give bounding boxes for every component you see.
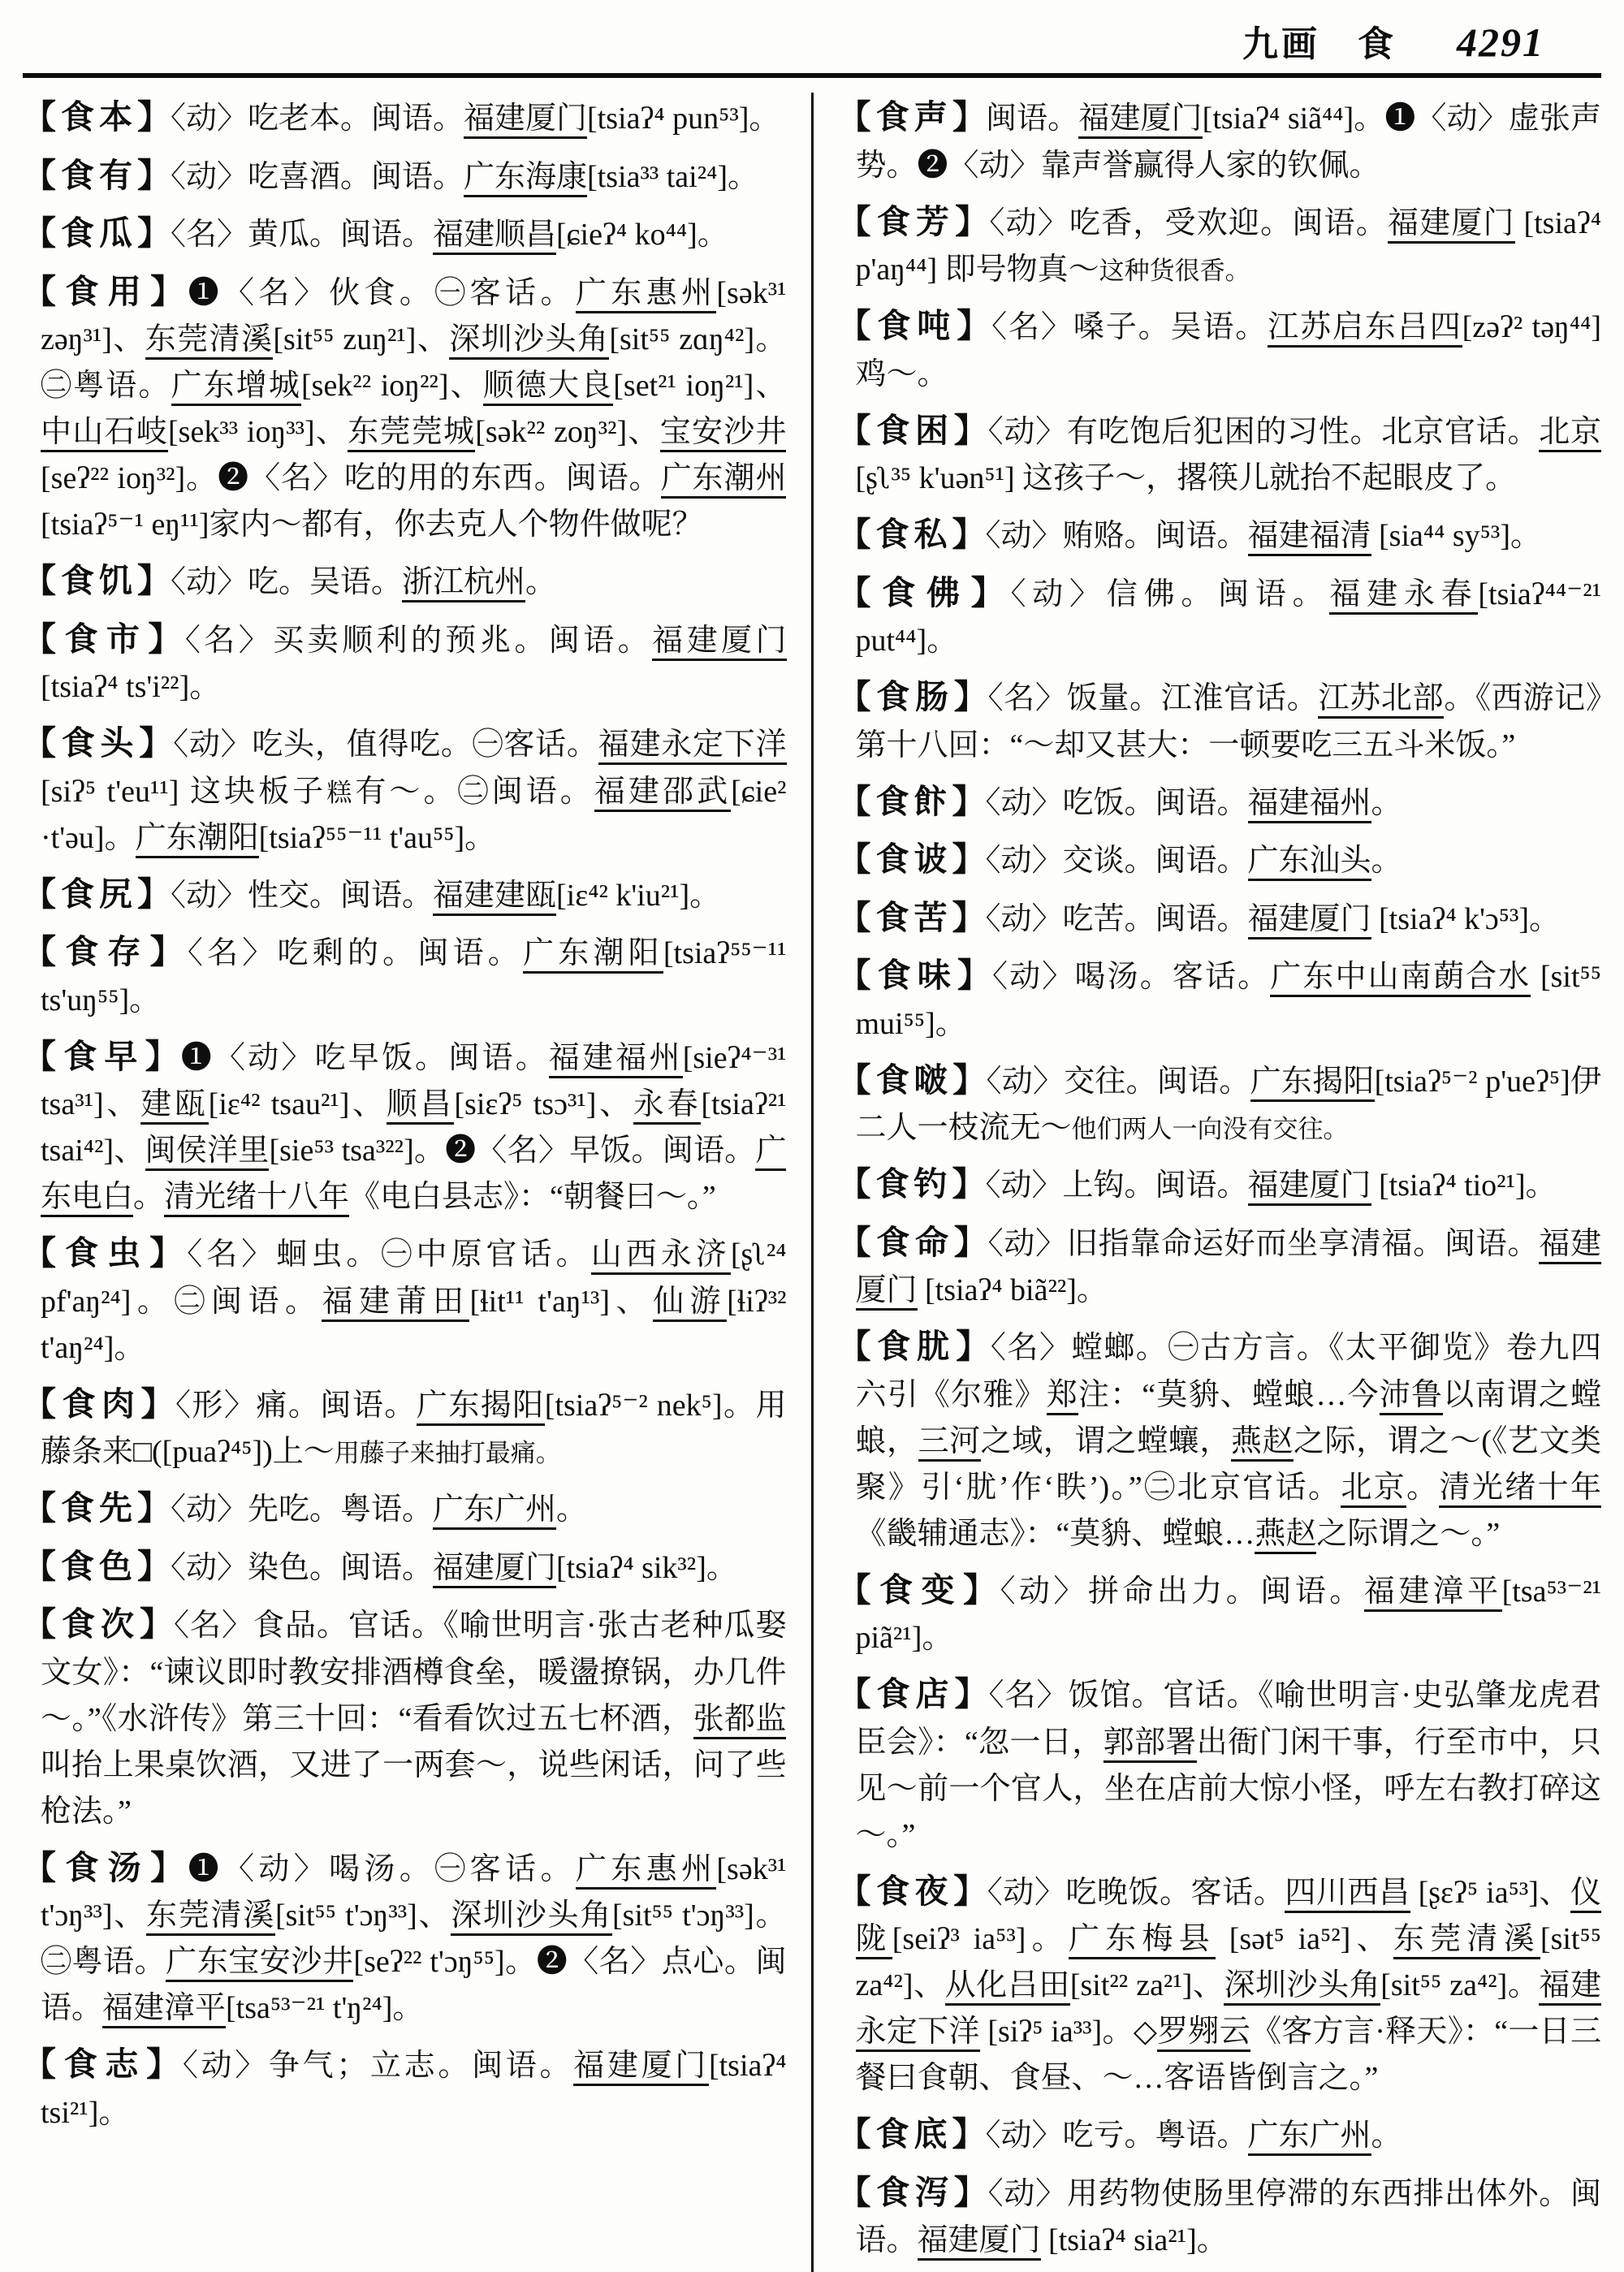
left-column [23,93,787,2272]
entry-headword: 【 食头 】 [23,724,173,762]
dictionary-entry [838,1867,1602,2102]
dictionary-entry [23,1600,787,1835]
example-gloss: 这种货很香。 [1099,257,1250,285]
dictionary-entry [838,1566,1602,1662]
dictionary-entry [838,951,1602,1047]
place-name-underline: 燕赵 [1231,1424,1294,1462]
entry-definition: 〈动〉先吃。粤语。广东广州。 [171,1492,587,1530]
entry-definition: 〈动〉信佛。闽语。福建永春[tsiaʔ⁴⁴⁻²¹ put⁴⁴]。 [855,577,1602,658]
entry-headword: 【 食志 】 [23,2045,183,2083]
entry-definition: 〈名〉食品。官话。《喻世明言·张古老种瓜娶文女》：“谏议即时教安排酒樽食垒，暖盪撩锅，办几件～。”《水浒传》第三十回：“看看饮过五七杯酒，张都监叫抬上果桌饮酒，又进了一两套～，说些闲话，问了些枪法。” [41,1609,787,1829]
entry-headword: 【 食底 】 [838,2115,986,2153]
entry-headword: 【 食啵 】 [838,1061,987,1099]
place-name-underline: 顺昌 [387,1087,455,1125]
dictionary-entry [838,301,1602,398]
entry-headword: 【 食泻 】 [838,2174,988,2211]
place-name-underline: 福建建瓯 [433,879,556,916]
dictionary-entry [23,870,787,920]
dictionary-entry [23,2040,787,2136]
place-name-underline: 清光绪十年 [1439,1471,1601,1508]
dictionary-entry [838,1056,1602,1152]
radical-label: 食 [1358,24,1397,64]
place-name-underline: 福建漳平 [1364,1574,1502,1612]
entry-definition: 〈动〉吃喜酒。闽语。广东海康[tsia³³ tai²⁴]。 [171,160,758,197]
place-name-underline: 郭部署 [1104,1726,1197,1763]
right-column [838,93,1602,2272]
entry-definition: 〈动〉吃饭。闽语。福建福州。 [986,786,1402,823]
place-name-underline: 从化吕田 [945,1968,1070,2006]
entry-headword: 【 食市 】 [23,620,185,658]
place-name-underline: 广东广州 [1248,2119,1371,2156]
dictionary-entry [23,1032,787,1221]
place-name-underline: 广东惠州 [576,276,717,313]
entry-headword: 【 食肉 】 [23,1385,175,1423]
place-name-underline: 广东潮州 [661,461,787,499]
example-gloss: 用藤子来抽打最痛。 [334,1439,561,1467]
example-gloss: 糕 [326,778,356,807]
entry-headword: 【 食存 】 [23,933,188,970]
dictionary-entry [23,615,787,711]
place-name-underline: 深圳沙头角 [1224,1968,1380,2006]
place-name-underline: 东莞清溪 [145,322,274,360]
place-name-underline: 福建厦门 [1078,102,1202,139]
entry-definition: 〈动〉吃晚饭。客话。四川西昌 [ʂɛʔ⁵ ia⁵³]、仪陇[seiʔ³ ia⁵³]。广东梅县 [sət⁵ ia⁵²]、东莞清溪[sit⁵⁵ za⁴²]、从化吕田[sit²² za²¹]、深圳沙头角[sit⁵⁵ za⁴²]。福建永定下洋 [siʔ⁵ ia³³]。◇罗翙云《客方言·释天》：“一日三餐曰食朝、食昼、～…客语皆倒言之。” [855,1875,1602,2095]
entry-definition: 闽语。福建厦门[tsiaʔ⁴ siã⁴⁴]。❶〈动〉虚张声势。❷〈动〉靠声誉赢得人家的钦佩。 [855,102,1602,183]
dictionary-entry [838,93,1602,189]
dictionary-entry [838,2168,1602,2265]
entry-headword: 【 食先 】 [23,1489,171,1527]
entry-headword: 【 食虫 】 [23,1234,187,1272]
place-name-underline: 福建厦门 [856,1227,1602,1311]
entry-definition: 〈动〉交往。闽语。广东揭阳[tsiaʔ⁵⁻² p'ueʔ⁵]伊二人一枝流无～他们两人一向没有交往。 [855,1064,1602,1145]
place-name-underline: 燕赵 [1255,1517,1316,1554]
entry-headword: 【 食飰 】 [838,783,986,820]
place-name-underline: 福建顺昌 [433,218,556,255]
dictionary-entry [838,1669,1602,1859]
place-name-underline: 沛鲁 [1380,1378,1443,1415]
place-name-underline: 广东潮阳 [136,821,259,858]
place-name-underline: 顺德大良 [483,369,614,406]
entry-definition: 〈动〉喝汤。客话。广东中山南蓢合水 [sit⁵⁵ mui⁵⁵]。 [855,960,1601,1041]
entry-definition: 〈动〉上钩。闽语。福建厦门 [tsiaʔ⁴ tio²¹]。 [986,1168,1557,1206]
entry-headword: 【 食私 】 [838,516,986,553]
entry-definition: 〈动〉争气；立志。闽语。福建厦门[tsiaʔ⁴ tsi²¹]。 [41,2049,787,2130]
place-name-underline: 四川西昌 [1285,1876,1410,1913]
place-name-underline: 江苏北部 [1318,681,1444,719]
entry-headword: 【 食有 】 [23,157,171,194]
column-divider [811,93,814,2272]
entry-definition: 〈动〉有吃饱后犯困的习性。北京官话。北京[ʂʅ³⁵ k'uən⁵¹] 这孩子～，撂筷儿就抬不起眼皮了。 [855,414,1602,495]
example-gloss: 他们两人一向没有交往。 [1071,1115,1349,1143]
header-rule [23,73,1601,78]
entry-headword: 【 食佛 】 [838,574,1011,611]
dictionary-entry [23,93,787,143]
place-name-underline: 深圳沙头角 [449,322,609,360]
entry-definition: 〈动〉用药物使肠里停滞的东西排出体外。闽语。福建厦门 [tsiaʔ⁴ sia²¹]。 [856,2177,1602,2261]
dictionary-entry [23,927,787,1024]
entry-definition: 〈名〉吃剩的。闽语。广东潮阳[tsiaʔ⁵⁵⁻¹¹ ts'uŋ⁵⁵]。 [41,936,787,1017]
dictionary-entry [838,2110,1602,2160]
place-name-underline: 东莞莞城 [348,415,475,452]
dictionary-entry [838,893,1602,944]
place-name-underline: 福建厦门 [652,624,786,661]
entry-headword: 【 食店 】 [838,1675,989,1713]
page-header [23,8,1601,70]
entry-definition: 〈动〉贿赂。闽语。福建福清 [sia⁴⁴ sy⁵³]。 [986,519,1541,556]
dictionary-entry [23,1484,787,1534]
dictionary-entry [23,1229,787,1371]
entry-definition: 〈名〉饭馆。官话。《喻世明言·史弘肇龙虎君臣会》：“忽一日，郭部署出衙门闲干事，行至市中，只见～前一个官人，坐在店前大惊小怪，呼左右教打碎这～。” [855,1678,1602,1852]
entry-definition: 〈名〉黄瓜。闽语。福建顺昌[ɕieʔ⁴ ko⁴⁴]。 [171,218,728,255]
place-name-underline: 中山石岐 [41,415,168,452]
entry-definition: 〈动〉吃亏。粤语。广东广州。 [986,2119,1402,2156]
entry-headword: 【 食本 】 [23,98,171,136]
dictionary-entry [838,835,1602,885]
place-name-underline: 福建厦门 [464,102,587,139]
place-name-underline: 山西永济 [591,1238,731,1275]
place-name-underline: 广东广州 [433,1492,556,1530]
entry-definition: 〈动〉吃香，受欢迎。闽语。福建厦门 [tsiaʔ⁴ p'aŋ⁴⁴] 即号物真～这种货很香。 [855,205,1601,287]
place-name-underline: 闽侯洋里 [145,1134,270,1171]
place-name-underline: 广东汕头 [1248,844,1371,881]
place-name-underline: 仙游 [653,1285,727,1322]
entry-headword: 【 食瓜 】 [23,214,171,252]
dictionary-entry [23,151,787,201]
place-name-underline: 福建永定下洋 [598,728,787,765]
entry-definition: 〈动〉染色。闽语。福建厦门[tsiaʔ⁴ sik³²]。 [171,1551,737,1588]
dictionary-entry [23,267,787,549]
place-name-underline: 浙江杭州 [402,565,525,603]
dictionary-entry [838,777,1602,827]
entry-headword: 【 食钓 】 [838,1165,986,1203]
place-name-underline: 建瓯 [140,1087,209,1125]
dictionary-entry [23,209,787,259]
place-name-underline: 广东潮阳 [523,936,663,974]
entry-headword: 【 食尻 】 [23,875,171,913]
dictionary-entry [838,672,1602,769]
place-name-underline: 江苏启东吕四 [1268,310,1462,348]
place-name-underline: 广东揭阳 [1250,1065,1375,1102]
place-name-underline: 北京 [1539,415,1601,452]
entry-headword: 【 食声 】 [838,98,986,136]
place-name-underline: 广东增城 [171,369,302,406]
place-name-underline: 广东梅县 [1069,1922,1216,1959]
dictionary-entry [23,719,787,862]
place-name-underline: 福建福州 [549,1041,683,1078]
entry-headword: 【 食芳 】 [838,203,990,240]
entry-definition: ❶〈动〉吃早饭。闽语。福建福州[sieʔ⁴⁻³¹ tsa³¹]、建瓯[iɛ⁴² tsau²¹]、顺昌[siɛʔ⁵ tsɔ³¹]、永春[tsiaʔ²¹ tsai⁴²]、闽侯洋里[sie⁵³ tsa³²²]。❷〈名〉早饭。闽语。广东电白。清光绪十八年《电白县志》：“朝餐曰～。” [41,1041,787,1218]
place-name-underline: 永春 [633,1087,702,1125]
entry-definition: 〈动〉旧指靠命运好而坐享清福。闽语。福建厦门 [tsiaʔ⁴ biã²²]。 [856,1227,1602,1311]
dictionary-entry [23,1380,787,1476]
place-name-underline: 东莞清溪 [1393,1922,1540,1959]
entry-definition: ❶〈名〉伙食。㊀客话。广东惠州[sək³¹ zəŋ³¹]、东莞清溪[sit⁵⁵ zuŋ²¹]、深圳沙头角[sit⁵⁵ zɑŋ⁴²]。㊁粤语。广东增城[sek²² ioŋ²²]、顺德大良[set²¹ ioŋ²¹]、中山石岐[sek³³ ioŋ³³]、东莞莞城[sək²² zoŋ³²]、宝安沙井[seʔ²² ioŋ³²]。❷〈名〉吃的用的东西。闽语。广东潮州[tsiaʔ⁵⁻¹ eŋ¹¹]家内～都有，你去克人个物件做呢？ [41,275,787,542]
place-name-underline: 广东惠州 [576,1852,717,1890]
entry-headword: 【 食次 】 [23,1605,174,1643]
entry-definition: 〈动〉拼命出力。闽语。福建漳平[tsa⁵³⁻²¹ piã²¹]。 [855,1574,1601,1655]
entry-headword: 【 食夜 】 [838,1872,987,1910]
entry-definition: 〈动〉吃。吴语。浙江杭州。 [171,565,556,603]
running-head [1242,15,1544,67]
entry-definition: 〈名〉买卖顺利的预兆。闽语。福建厦门[tsiaʔ⁴ ts'i²²]。 [41,623,787,704]
entry-headword: 【 食诐 】 [838,840,986,878]
dictionary-entry [838,406,1602,503]
place-name-underline: 福建厦门 [1248,1168,1371,1206]
entry-headword: 【 食困 】 [838,412,988,449]
place-name-underline: 张都监 [693,1702,787,1739]
place-name-underline: 清光绪十八年 [164,1180,349,1217]
place-name-underline: 广东宝安沙井 [166,1945,353,1982]
place-name-underline: 广东中山南蓢合水 [1270,960,1531,997]
place-name-underline: 福建永春 [1329,577,1478,615]
place-name-underline: 宝安沙井 [660,415,787,452]
entry-headword: 【 食汤 】 [23,1849,188,1886]
place-name-underline: 广东电白 [41,1134,786,1217]
dictionary-entry [838,197,1602,294]
entry-headword: 【 食肠 】 [838,678,988,715]
place-name-underline: 福建漳平 [102,1991,226,2028]
entry-definition: 〈名〉嗓子。吴语。江苏启东吕四[zəʔ² təŋ⁴⁴] 鸡～。 [855,310,1602,391]
place-name-underline: 东莞清溪 [146,1898,275,1936]
entry-definition: 〈动〉性交。闽语。福建建瓯[iɛ⁴² k'iu²¹]。 [171,879,720,916]
place-name-underline: 福建福州 [1248,786,1371,823]
entry-headword: 【 食色 】 [23,1548,171,1585]
dictionary-entry [23,1843,787,2032]
place-name-underline: 福建永定下洋 [856,1968,1601,2052]
dictionary-entry [838,1322,1602,1557]
entry-headword: 【 食早 】 [23,1038,181,1075]
place-name-underline: 北京 [1341,1471,1406,1508]
entry-definition: 〈名〉蛔虫。㊀中原官话。山西永济[ʂʅ²⁴ pf'aŋ²⁴]。㊁闽语。福建莆田[ɬit¹¹ t'aŋ¹³]、仙游[ɬiʔ³² t'aŋ²⁴]。 [41,1238,787,1365]
place-name-underline: 福建厦门 [1388,206,1515,244]
page-number: 4291 [1457,19,1544,65]
dictionary-entry [838,510,1602,560]
entry-headword: 【 食肬 】 [838,1328,991,1365]
place-name-underline: 福建福清 [1248,519,1371,556]
entry-headword: 【 食变 】 [838,1571,1000,1609]
entry-definition: 〈动〉吃苦。闽语。福建厦门 [tsiaʔ⁴ k'ɔ⁵³]。 [986,902,1561,939]
place-name-underline: 三河 [918,1424,981,1462]
dictionary-entry [838,568,1602,665]
entry-headword: 【 食苦 】 [838,899,986,936]
stroke-section-label: 九画 [1242,24,1320,64]
place-name-underline: 广东揭阳 [417,1389,545,1426]
entry-definition: 〈名〉螳螂。㊀古方言。《太平御览》卷九四六引《尔雅》郑注：“莫貈、螳蜋…今沛鲁以南谓之螳蜋，三河之域，谓之螳蠰，燕赵之际，谓之～(《艺文类聚》引‘肬’作‘眣’)。”㊁北京官话。北京。清光绪十年《畿辅通志》：“莫貈、螳蜋…燕赵之际谓之～。” [856,1331,1602,1554]
place-name-underline: 福建邵武 [594,775,731,812]
place-name-underline: 罗翙云 [1157,2015,1250,2052]
dictionary-entry [838,1160,1602,1210]
entry-headword: 【 食用 】 [23,273,188,310]
entry-definition: 〈动〉交谈。闽语。广东汕头。 [986,844,1402,881]
entry-definition: ❶〈动〉喝汤。㊀客话。广东惠州[sək³¹ t'ɔŋ³³]、东莞清溪[sit⁵⁵ t'ɔŋ³³]、深圳沙头角[sit⁵⁵ t'ɔŋ³³]。㊁粤语。广东宝安沙井[seʔ²² t'ɔŋ⁵⁵]。❷〈名〉点心。闽语。福建漳平[tsa⁵³⁻²¹ t'ŋ²⁴]。 [41,1852,787,2029]
entry-headword: 【 食命 】 [838,1224,988,1261]
place-name-underline: 广东海康 [464,160,587,197]
dictionary-entry [838,1218,1602,1315]
place-name-underline: 深圳沙头角 [451,1898,612,1936]
place-name-underline: 郑 [1047,1378,1078,1415]
dictionary-entry [23,556,787,607]
entry-headword: 【 食吨 】 [838,307,992,344]
entry-definition: 〈形〉痛。闽语。广东揭阳[tsiaʔ⁵⁻² nek⁵]。用藤条来□([puaʔ⁴⁵])上～用藤子来抽打最痛。 [41,1388,787,1469]
dictionary-entry [23,1542,787,1592]
entry-definition: 〈动〉吃老本。闽语。福建厦门[tsiaʔ⁴ pun⁵³]。 [171,102,780,139]
entry-headword: 【 食饥 】 [23,562,171,599]
place-name-underline: 仪陇 [856,1876,1602,1960]
dictionary-columns [23,93,1602,2257]
entry-definition: 〈动〉吃头，值得吃。㊀客话。福建永定下洋[siʔ⁵ t'eu¹¹] 这块板子糕有～。㊁闽语。福建邵武[ɕie² ·t'əu]。广东潮阳[tsiaʔ⁵⁵⁻¹¹ t'au⁵⁵]。 [41,728,787,855]
place-name-underline: 福建莆田 [322,1285,469,1322]
entry-definition: 〈名〉饭量。江淮官话。江苏北部。《西游记》第十八回：“～却又甚大：一顿要吃三五斗米饭。” [855,681,1602,762]
entry-headword: 【 食味 】 [838,957,993,994]
place-name-underline: 福建厦门 [1248,902,1371,939]
place-name-underline: 福建厦门 [433,1551,556,1588]
place-name-underline: 福建厦门 [918,2223,1041,2261]
place-name-underline: 福建厦门 [573,2049,709,2086]
